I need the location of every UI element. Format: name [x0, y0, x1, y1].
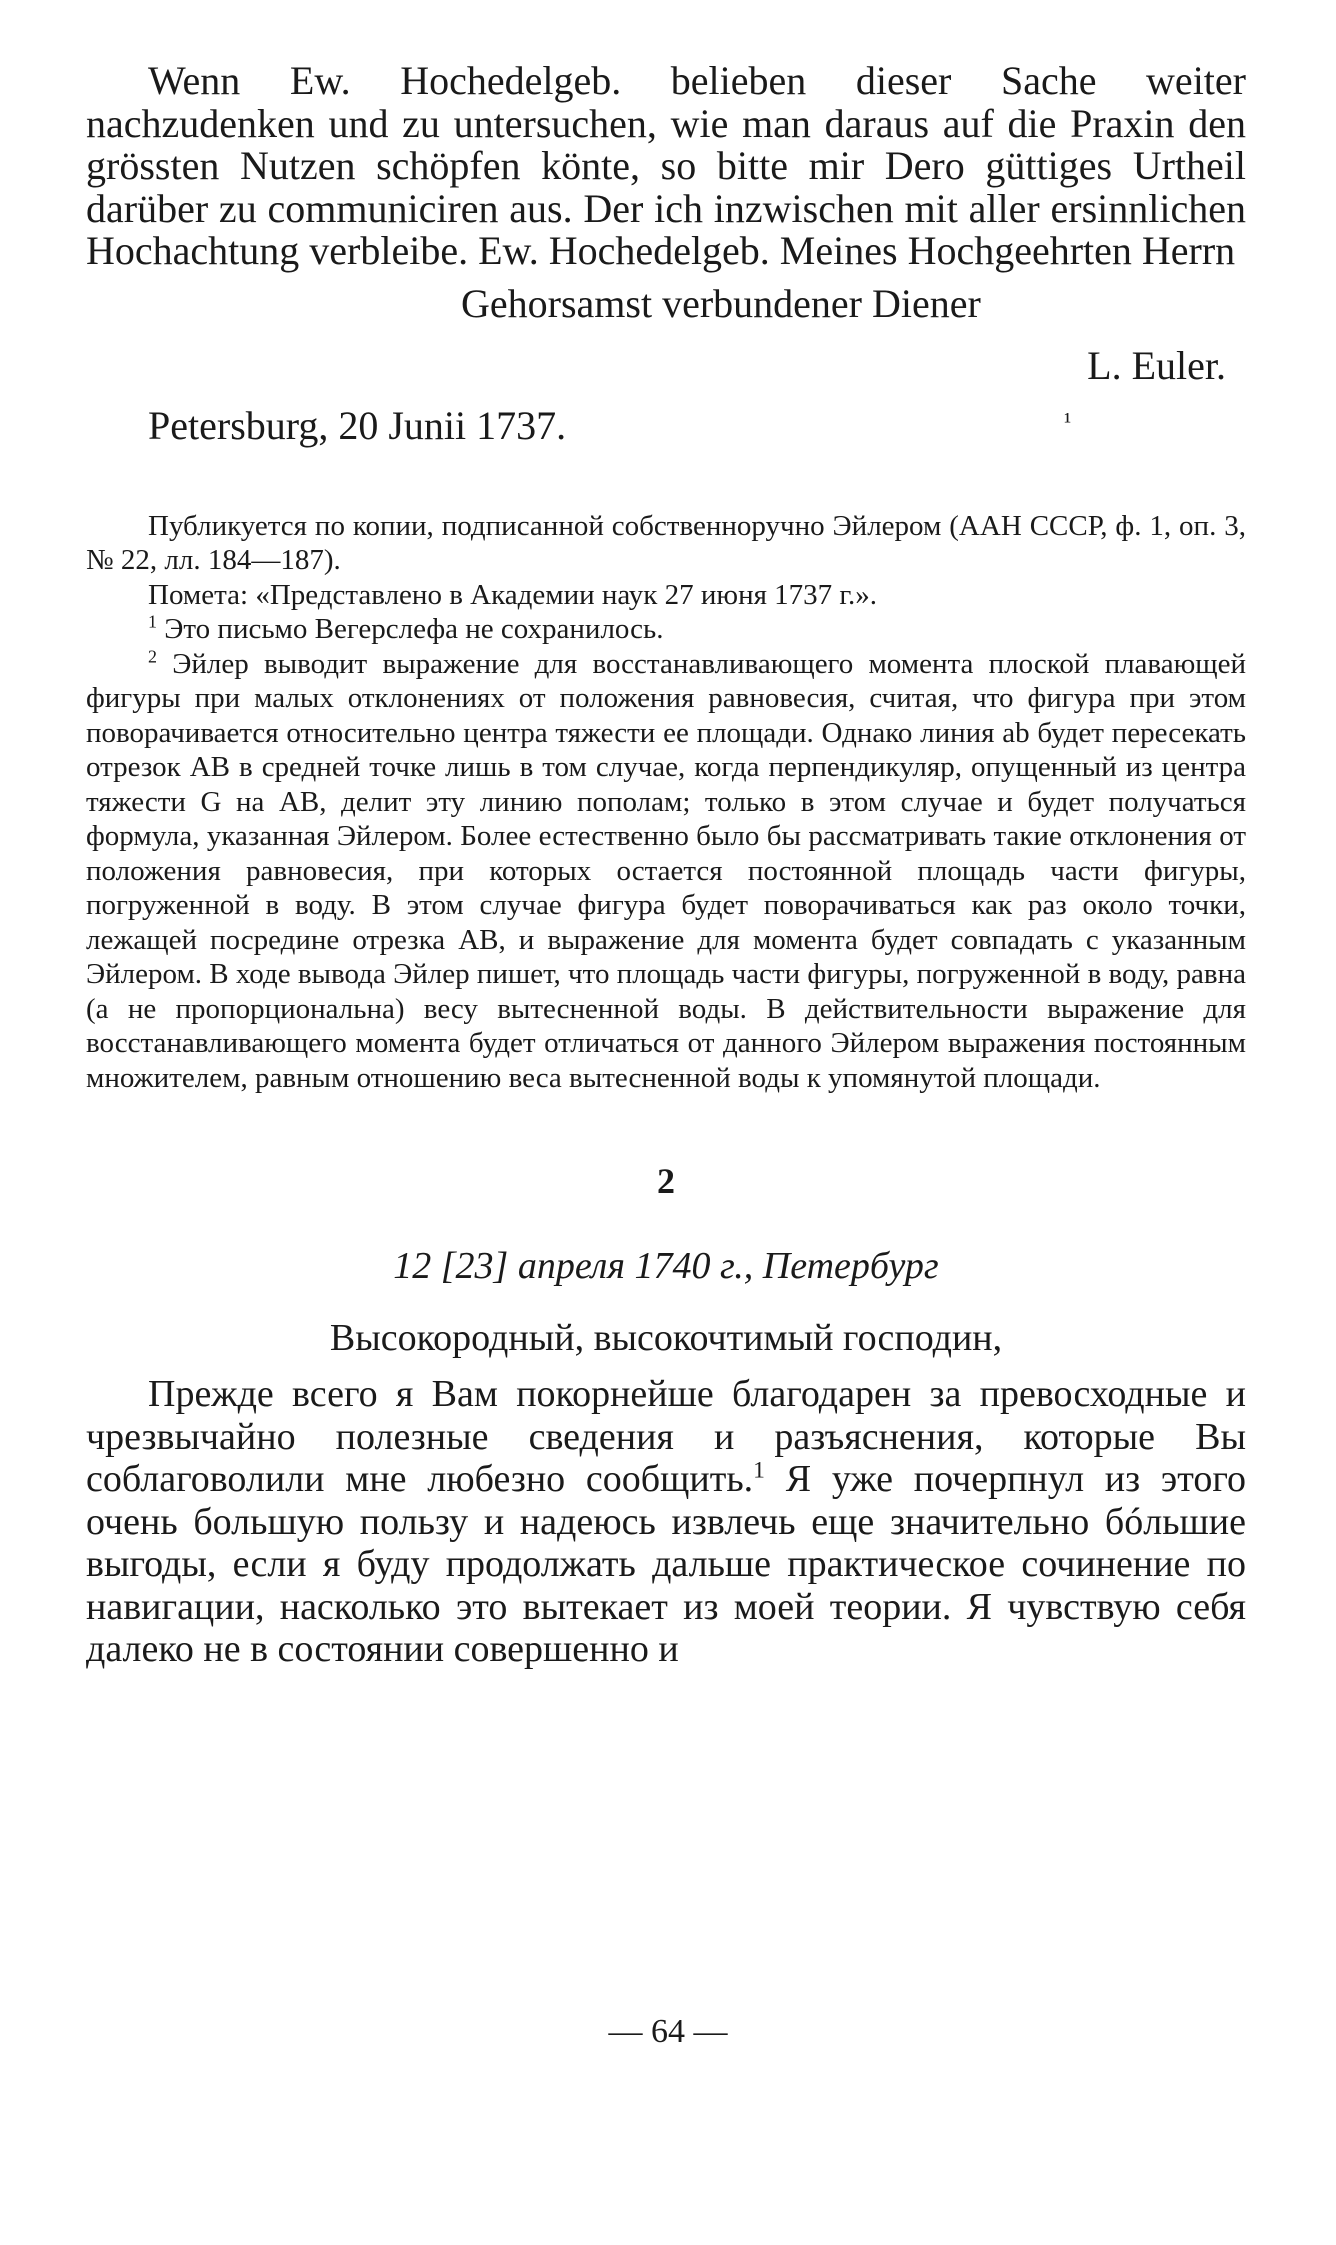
place-date-text: Petersburg, 20 Junii 1737. — [148, 402, 567, 448]
letter1-closing: Gehorsamst verbundener Diener — [461, 280, 981, 326]
letter2-text-part2: Я уже почерпнул из этого очень большую пользу и надеюсь извлечь еще значительно бóльшие выгоды, если я буду продолжать дальше практическое сочинение по навигации, насколько это вытекает из моей теории. Я чувствую себя далеко не в состоянии совершенно и — [86, 1458, 1246, 1670]
letter1-body — [86, 60, 1246, 273]
letter2-footnote-marker: 1 — [753, 1457, 765, 1484]
note-2 — [86, 647, 1246, 1096]
letter2-text-part1: Прежде всего я Вам покорнейше благодарен за превосходные и чрезвычайно полезные сведения и разъяснения, которые Вы соблаговолили мне любезно сообщить. — [86, 1373, 1246, 1500]
page-number: — 64 — — [608, 2013, 728, 2050]
document-date-place: 12 [23] апреля 1740 г., Петербург — [393, 1245, 939, 1287]
letter1-signature: L. Euler. — [1087, 342, 1226, 388]
note-1-text: Это письмо Вегерслефа не сохранилось. — [164, 613, 664, 645]
letter2-salutation: Высокородный, высокочтимый господин, — [329, 1317, 1003, 1359]
letter2-body — [86, 1373, 1246, 1671]
footnote-marker: ¹ — [1064, 408, 1072, 435]
letter2-paragraph — [86, 1373, 1246, 1671]
page-content — [86, 60, 1246, 1671]
note-2-number: 2 — [148, 645, 157, 666]
note-publication: Публикуется по копии, подписанной собственноручно Эйлером (ААН СССР, ф. 1, оп. 3, № 22, лл. 184—187). — [86, 509, 1246, 576]
document-number: 2 — [657, 1161, 675, 1201]
note-2-text: Эйлер выводит выражение для восстанавливающего момента плоской плавающей фигуры при малых отклонениях от положения равновесия, считая, что фигура при этом поворачивается относительно центра тяжести ее площади. Однако линия ab будет пересекать отрезок AB в средней точке лишь в том случае, когда перпендикуляр, опущенный из центра тяжести G на AB, делит эту линию пополам; только в этом случае и будет получаться формула, указанная Эйлером. Более естественно было бы рассматривать такие отклонения от положения равновесия, при которых остается постоянной площадь части фигуры, погруженной в воду. В этом случае фигура будет поворачиваться как раз около точки, лежащей посредине отрезка AB, и выражение для момента будет совпадать с указанным Эйлером. В ходе вывода Эйлер пишет, что площадь части фигуры, погруженной в воду, равна (а не пропорциональна) весу вытесненной воды. В действительности выражение для восстанавливающего момента будет отличаться от данного Эйлером выражения постоянным множителем, равным отношению веса вытесненной воды к упомянутой площади. — [86, 647, 1247, 1094]
letter1-paragraph: Wenn Ew. Hochedelgeb. belieben dieser Sache weiter nachzudenken und zu untersuchen, wie man daraus auf die Praxin den grössten Nutzen schöpfen könte, so bitte mir Dero güttiges Urtheil darüber zu communiciren aus. Der ich inzwischen mit aller ersinnlichen Hochachtung verbleibe. Ew. Hochedelgeb. Meines Hochgeehrten Herrn — [86, 58, 1246, 273]
editorial-notes — [86, 509, 1246, 1096]
note-1 — [86, 612, 1246, 647]
note-1-number: 1 — [148, 611, 157, 632]
letter1-place-date — [148, 402, 1246, 448]
note-remark: Помета: «Представлено в Академии наук 27 июня 1737 г.». — [148, 578, 878, 611]
